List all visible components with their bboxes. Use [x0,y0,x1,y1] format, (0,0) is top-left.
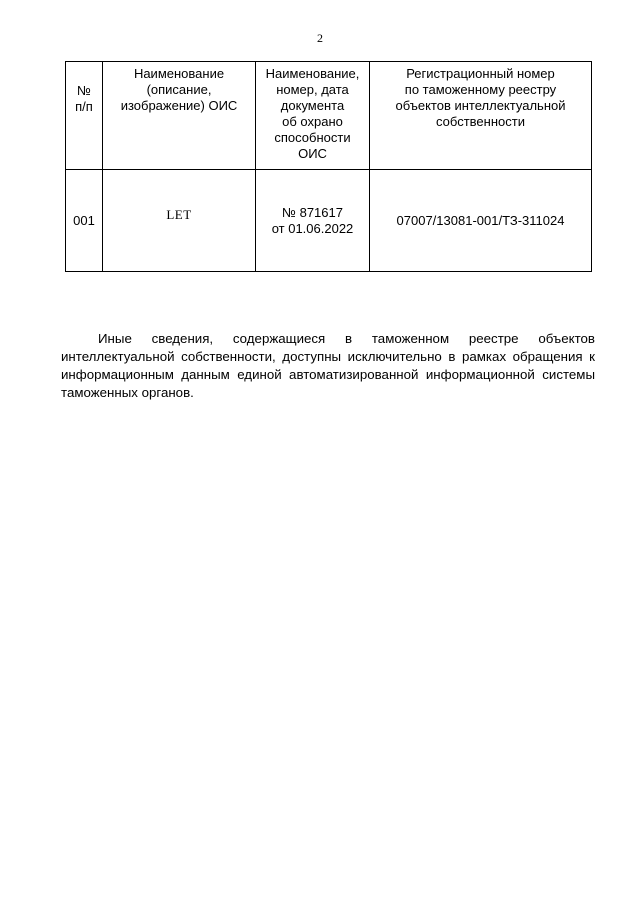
header-ois-name-line: Наименование [133,66,225,81]
header-protection-document [256,62,370,170]
trademark-name: LET [166,206,192,222]
row-number-cell: 001 [66,170,103,272]
row-registration-cell: 07007/13081-001/ТЗ-311024 [370,170,592,272]
header-document-line: документа [280,98,345,113]
header-document-line: способности [274,130,351,145]
header-ois-name [103,62,256,170]
header-registration-line: собственности [436,114,525,129]
header-number-line: п/п [75,99,93,114]
header-document-line: номер, дата [276,82,349,97]
row-ois-name-cell [103,170,256,272]
header-document-line: об охрано [282,114,343,129]
registry-table [65,61,592,272]
document-date: от 01.06.2022 [271,220,354,236]
header-registration-line: Регистрационный номер [406,66,555,81]
note-paragraph: Иные сведения, содержащиеся в таможенном реестре объектов интеллектуальной собственности, доступны исключительно в рамках обращения к информационным данным единой автоматизированной информационной системы таможенных органов. [61,331,595,400]
table-header-row [66,62,592,170]
header-registration-line: по таможенному реестру [404,82,557,97]
header-document-line: Наименование, [265,66,360,81]
header-ois-name-line: (описание, [146,82,212,97]
header-number-line: № [77,83,91,98]
document-number: № 871617 [282,204,343,220]
row-document-cell [256,170,370,272]
header-registration-number [370,62,592,170]
header-document-line: ОИС [298,146,327,161]
header-registration-line: объектов интеллектуальной [395,98,566,113]
page-number: 2 [317,31,323,45]
table-row [66,170,592,272]
header-number [66,62,103,170]
header-ois-name-line: изображение) ОИС [120,98,238,113]
